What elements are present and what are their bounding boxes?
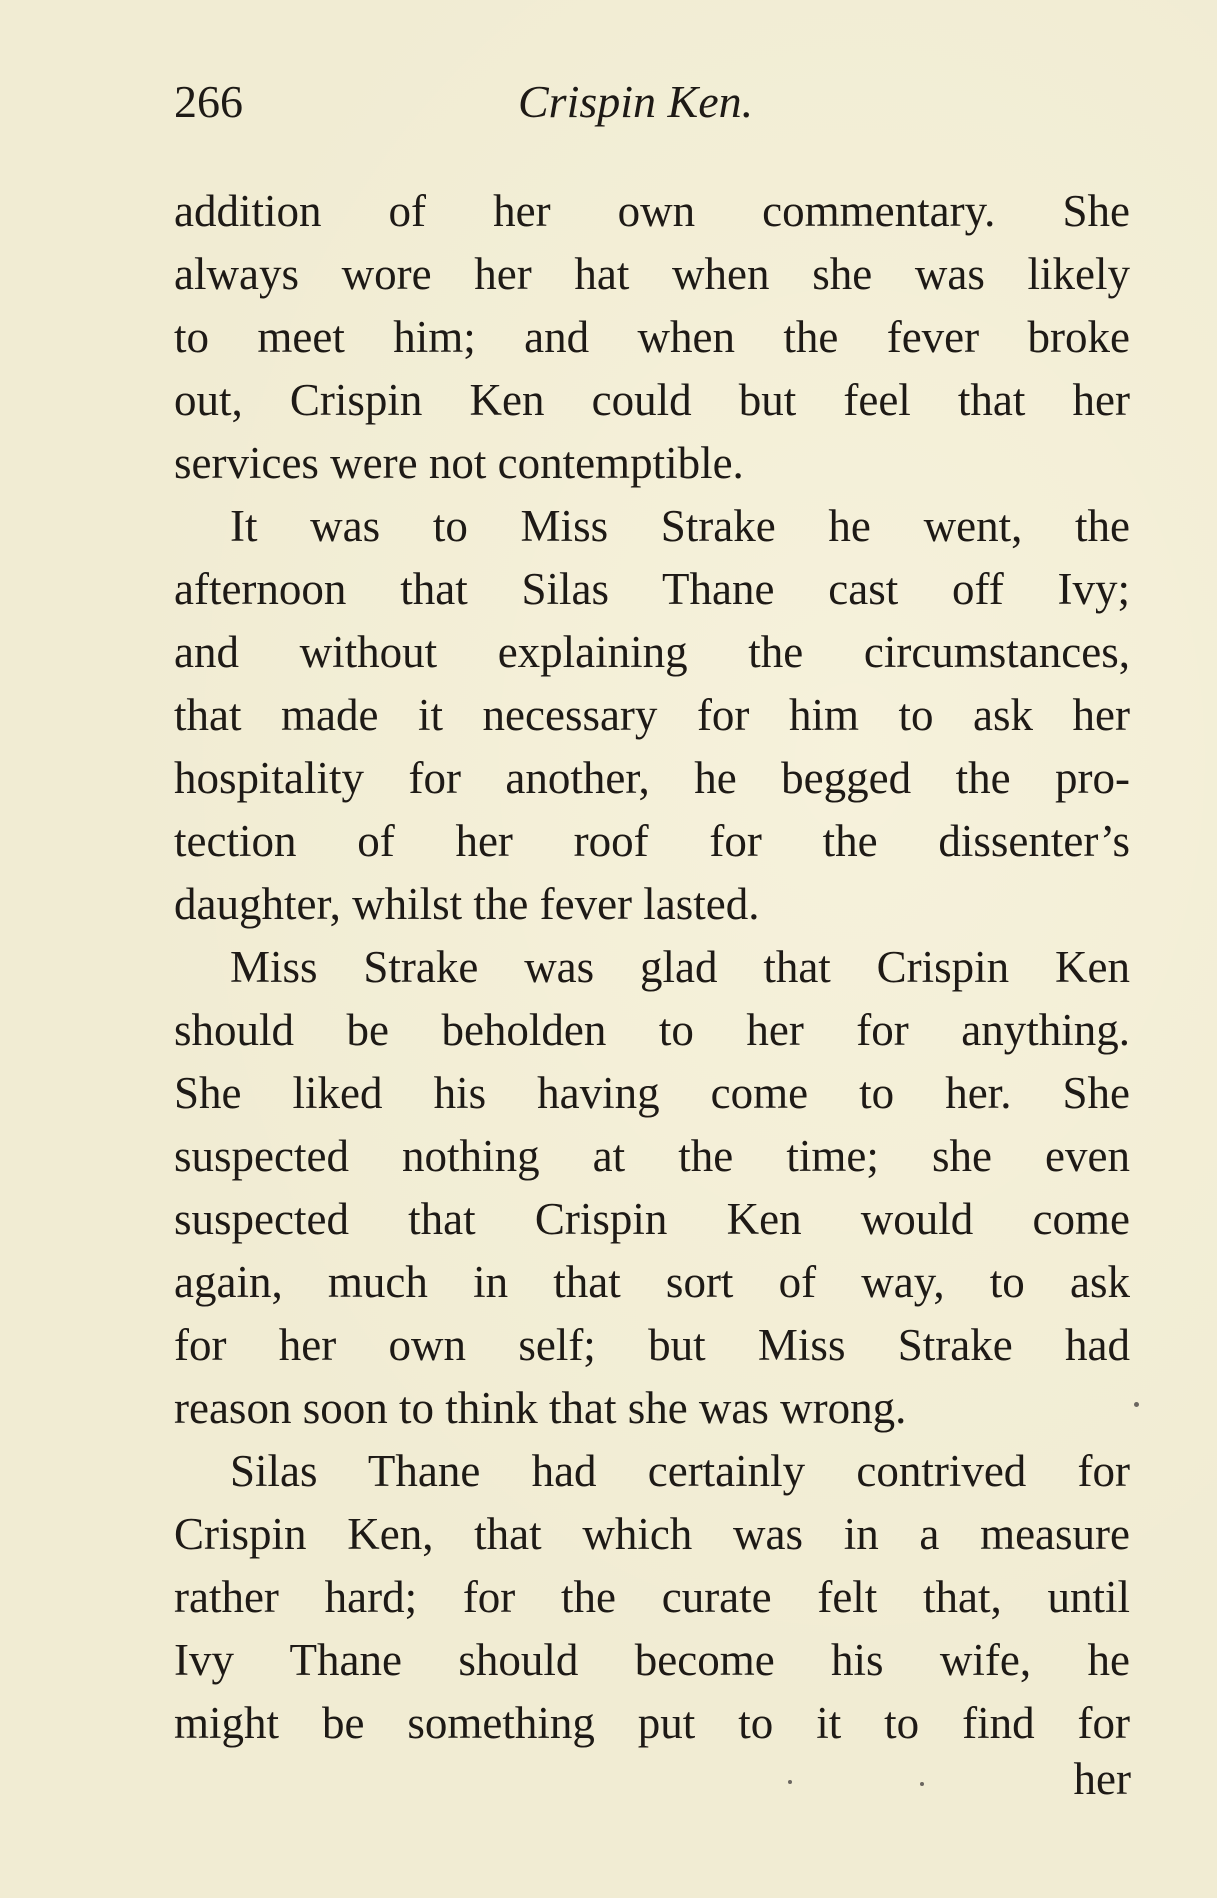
text-line: suspected nothing at the time; she even — [174, 1131, 1130, 1181]
text-line: hospitality for another, he begged the pro- — [174, 753, 1130, 803]
text-line: reason soon to think that she was wrong. — [174, 1383, 907, 1433]
paragraph-start-line: Miss Strake was glad that Crispin Ken — [230, 942, 1130, 992]
text-line: for her own self; but Miss Strake had — [174, 1320, 1130, 1370]
text-line: always wore her hat when she was likely — [174, 249, 1130, 299]
text-line: Crispin Ken, that which was in a measure — [174, 1509, 1130, 1559]
text-line: that made it necessary for him to ask her — [174, 690, 1130, 740]
text-line: services were not contemptible. — [174, 438, 744, 488]
catchword: her — [1073, 1754, 1131, 1804]
paragraph-start-line: It was to Miss Strake he went, the — [230, 501, 1130, 551]
text-line: tection of her roof for the dissenter’s — [174, 816, 1130, 866]
ink-speck — [1134, 1402, 1139, 1407]
text-line: afternoon that Silas Thane cast off Ivy; — [174, 564, 1130, 614]
text-line: She liked his having come to her. She — [174, 1068, 1130, 1118]
ink-speck — [788, 1780, 792, 1784]
page-header — [174, 72, 1134, 132]
text-line: should be beholden to her for anything. — [174, 1005, 1130, 1055]
text-line: daughter, whilst the fever lasted. — [174, 879, 760, 929]
ink-speck — [920, 1782, 924, 1786]
text-line: again, much in that sort of way, to ask — [174, 1257, 1130, 1307]
body-text — [174, 180, 1130, 1755]
text-line: out, Crispin Ken could but feel that her — [174, 375, 1130, 425]
running-title: Crispin Ken. — [518, 76, 754, 127]
paragraph-start-line: Silas Thane had certainly contrived for — [230, 1446, 1130, 1496]
text-line: suspected that Crispin Ken would come — [174, 1194, 1130, 1244]
text-line: addition of her own commentary. She — [174, 186, 1130, 236]
text-line: rather hard; for the curate felt that, until — [174, 1572, 1130, 1622]
text-line: Ivy Thane should become his wife, he — [174, 1635, 1130, 1685]
text-line: and without explaining the circumstances, — [174, 627, 1130, 677]
page-number: 266 — [174, 76, 243, 127]
text-line: to meet him; and when the fever broke — [174, 312, 1130, 362]
text-line: might be something put to it to find for — [174, 1698, 1130, 1748]
